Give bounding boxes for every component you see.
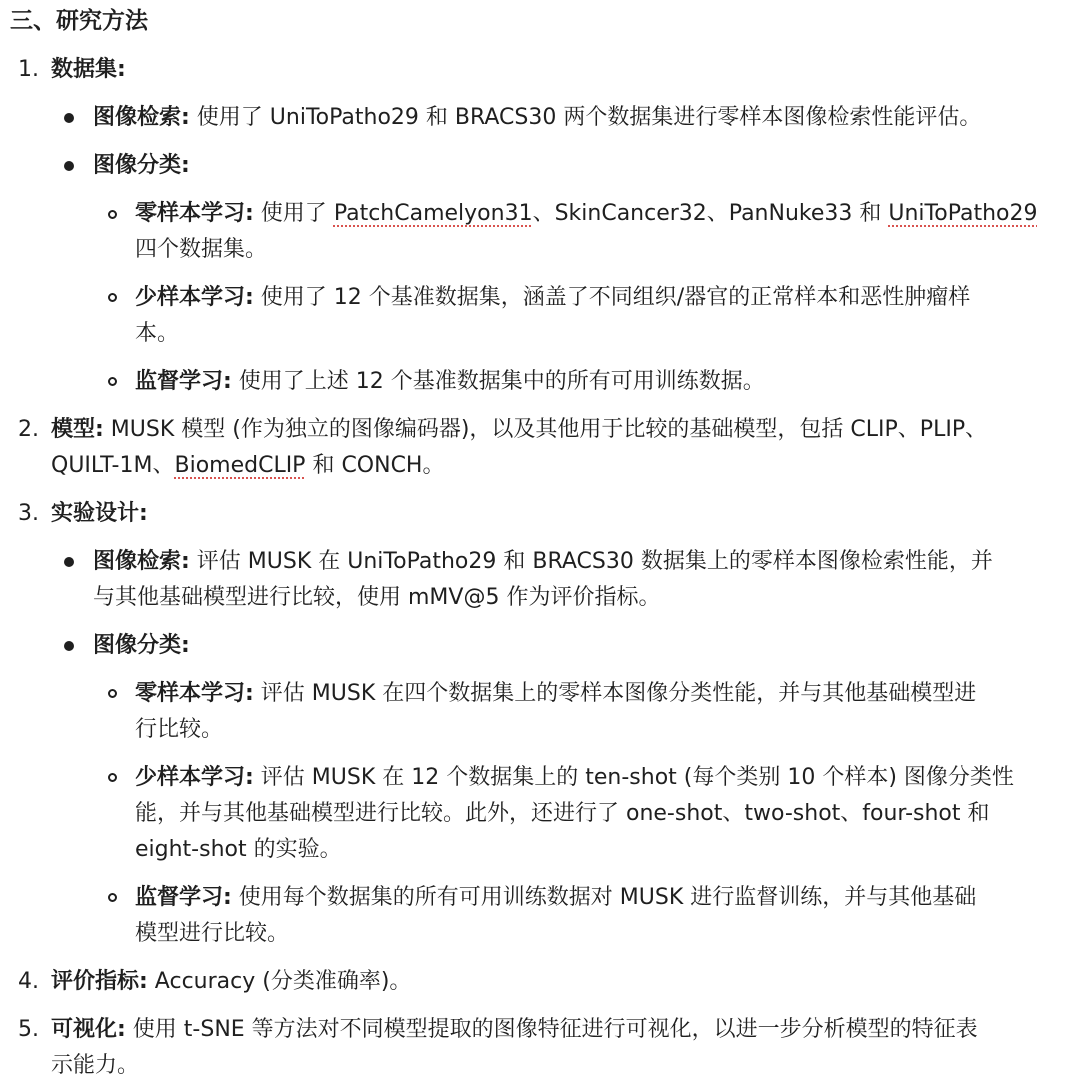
bullet-icon: [64, 641, 74, 651]
section-heading: 三、研究方法: [10, 8, 148, 34]
sub-sub-item-zeroshot: 零样本学习: 使用了 PatchCamelyon31、SkinCancer32、PanNuke33 和 UniToPatho29: [135, 201, 1038, 226]
document-page: 三、研究方法 1. 数据集: 图像检索: 使用了 UniToPatho29 和 BRACS30 两个数据集进行零样本图像检索性能评估。 图像分类: 零样本学习: 使用了 PatchCamelyon31、SkinCancer32、PanNuke33 和 UniToPatho29 四个数据集。 少样本学习: 使用了 12 个基准数据集，涵盖了不同组织/器官的正常样本和恶性肿瘤样 本。 监督学习: 使用了上述 12 个基准数据集中的所有可用训练数据。 2. 模型: MUSK 模型 (作为独立的图像编码器)，以及其他用于比较的基础模型，包括 CLIP、PLIP、 QUILT-1M、BiomedCLIP 和 CONCH。 3. 实验设计: 图像检索: 评估 MUSK 在 UniToPatho29 和 BRACS30 数据集上的零样本图像检索性能，并 与其他基础模型进行比较，使用 mMV@5 作为评价指标。 图像分类: 零样本学习: 评估 MUSK 在四个数据集上的零样本图像分类性能，并与其他基础模型进 行比较。 少样本学习: 评估 MUSK 在 12 个数据集上的 ten-shot (每个类别 10 个样本) 图像分类性 能，并与其他基础模型进行比较。此外，还进行了 one-shot、two-shot、four-shot 和 eight-shot 的实验。 监督学习: 使用每个数据集的所有可用训练数据对 MUSK 进行监督训练，并与其他基础 模型进行比较。 4. 评价指标: Accuracy (分类准确率)。 5. 可视化: 使用 t-SNE 等方法对不同模型提取的图像特征进行可视化，以进一步分析模型的特征表 示能力。: [0, 0, 1080, 1088]
item-number: 1.: [18, 57, 39, 82]
item-number: 4.: [18, 969, 39, 994]
item-title: 实验设计:: [51, 501, 148, 526]
circle-bullet-icon: [108, 689, 117, 698]
sub-item-retrieval: 图像检索: 评估 MUSK 在 UniToPatho29 和 BRACS30 数据集上的零样本图像检索性能，并: [93, 549, 993, 574]
circle-bullet-icon: [108, 293, 117, 302]
item-title: 数据集:: [51, 57, 126, 82]
item-title: 评价指标:: [51, 969, 148, 994]
bullet-icon: [64, 161, 74, 171]
item-title: 模型:: [51, 417, 104, 442]
sub-item-classification: 图像分类:: [93, 153, 190, 178]
circle-bullet-icon: [108, 210, 117, 219]
bullet-icon: [64, 113, 74, 123]
sub-sub-item-supervised: 监督学习: 使用每个数据集的所有可用训练数据对 MUSK 进行监督训练，并与其他基础: [135, 885, 977, 910]
item-number: 2.: [18, 417, 39, 442]
circle-bullet-icon: [108, 773, 117, 782]
sub-item-retrieval: 图像检索: 使用了 UniToPatho29 和 BRACS30 两个数据集进行零样本图像检索性能评估。: [93, 105, 982, 130]
sub-sub-item-fewshot: 少样本学习: 评估 MUSK 在 12 个数据集上的 ten-shot (每个类别 10 个样本) 图像分类性: [135, 765, 1014, 790]
spellcheck-word: BiomedCLIP: [174, 453, 306, 478]
sub-sub-item-supervised: 监督学习: 使用了上述 12 个基准数据集中的所有可用训练数据。: [135, 369, 765, 394]
sub-sub-item-zeroshot: 零样本学习: 评估 MUSK 在四个数据集上的零样本图像分类性能，并与其他基础模型进: [135, 681, 977, 706]
item-title: 可视化:: [51, 1017, 126, 1042]
spellcheck-word: UniToPatho29: [888, 201, 1038, 226]
bullet-icon: [64, 557, 74, 567]
sub-sub-item-fewshot: 少样本学习: 使用了 12 个基准数据集，涵盖了不同组织/器官的正常样本和恶性肿瘤样: [135, 285, 971, 310]
circle-bullet-icon: [108, 893, 117, 902]
item-number: 3.: [18, 501, 39, 526]
circle-bullet-icon: [108, 377, 117, 386]
item-number: 5.: [18, 1017, 39, 1042]
sub-item-classification: 图像分类:: [93, 633, 190, 658]
spellcheck-word: PatchCamelyon31: [333, 201, 533, 226]
